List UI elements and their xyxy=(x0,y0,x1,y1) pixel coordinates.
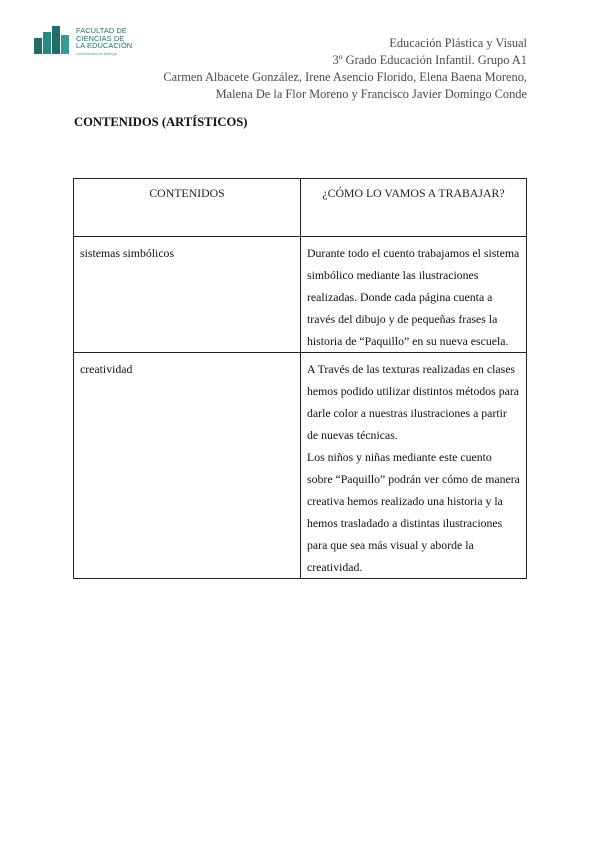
document-header xyxy=(163,35,527,103)
cell-how-paragraph-2: Los niños y niñas mediante este cuento sobre “Paquillo” podrán ver cómo de manera creativa hemos realizado una historia y la hemos trasladado a distintas ilustraciones para que sea más visual y aborde la creatividad. xyxy=(307,450,520,574)
header-authors-2: Malena De la Flor Moreno y Francisco Javier Domingo Conde xyxy=(215,87,527,101)
logo-subtitle: Universidad de Málaga xyxy=(76,51,117,56)
logo-text xyxy=(76,27,132,50)
section-title: CONTENIDOS (ARTÍSTICOS) xyxy=(74,115,248,129)
header-course: 3º Grado Educación Infantil. Grupo A1 xyxy=(332,53,527,67)
cell-content xyxy=(74,353,301,579)
logo-line-2: CIENCIAS DE xyxy=(76,33,125,43)
logo-line-1: FACULTAD DE xyxy=(76,26,127,35)
table-row xyxy=(74,237,527,353)
header-subject: Educación Plástica y Visual xyxy=(389,36,527,50)
faculty-logo xyxy=(34,26,144,60)
cell-content-text: sistemas simbólicos xyxy=(80,246,175,260)
cell-how-text xyxy=(301,353,526,578)
header-contenidos: CONTENIDOS xyxy=(74,179,301,237)
header-authors-1: Carmen Albacete González, Irene Asencio Florido, Elena Baena Moreno, xyxy=(163,70,527,84)
header-como-trabajar: ¿CÓMO LO VAMOS A TRABAJAR? xyxy=(301,179,527,237)
cell-content xyxy=(74,237,301,353)
logo-building-icon xyxy=(34,26,70,56)
cell-how xyxy=(301,353,527,579)
cell-content-text: creatividad xyxy=(80,362,133,376)
table-row xyxy=(74,353,527,579)
contents-table xyxy=(73,178,527,579)
table-header-row xyxy=(74,179,527,237)
logo-line-3: LA EDUCACIÓN xyxy=(76,41,133,51)
cell-how xyxy=(301,237,527,353)
cell-how-text: Durante todo el cuento trabajamos el sistema simbólico mediante las ilustraciones realizadas. Donde cada página cuenta a través del dibujo y de pequeñas frases la historia de “Paquillo” en su nueva escuela. xyxy=(307,246,520,348)
cell-how-paragraph-1: A Través de las texturas realizadas en clases hemos podido utilizar distintos métodos para darle color a nuestras ilustraciones a partir de nuevas técnicas. xyxy=(307,362,519,442)
